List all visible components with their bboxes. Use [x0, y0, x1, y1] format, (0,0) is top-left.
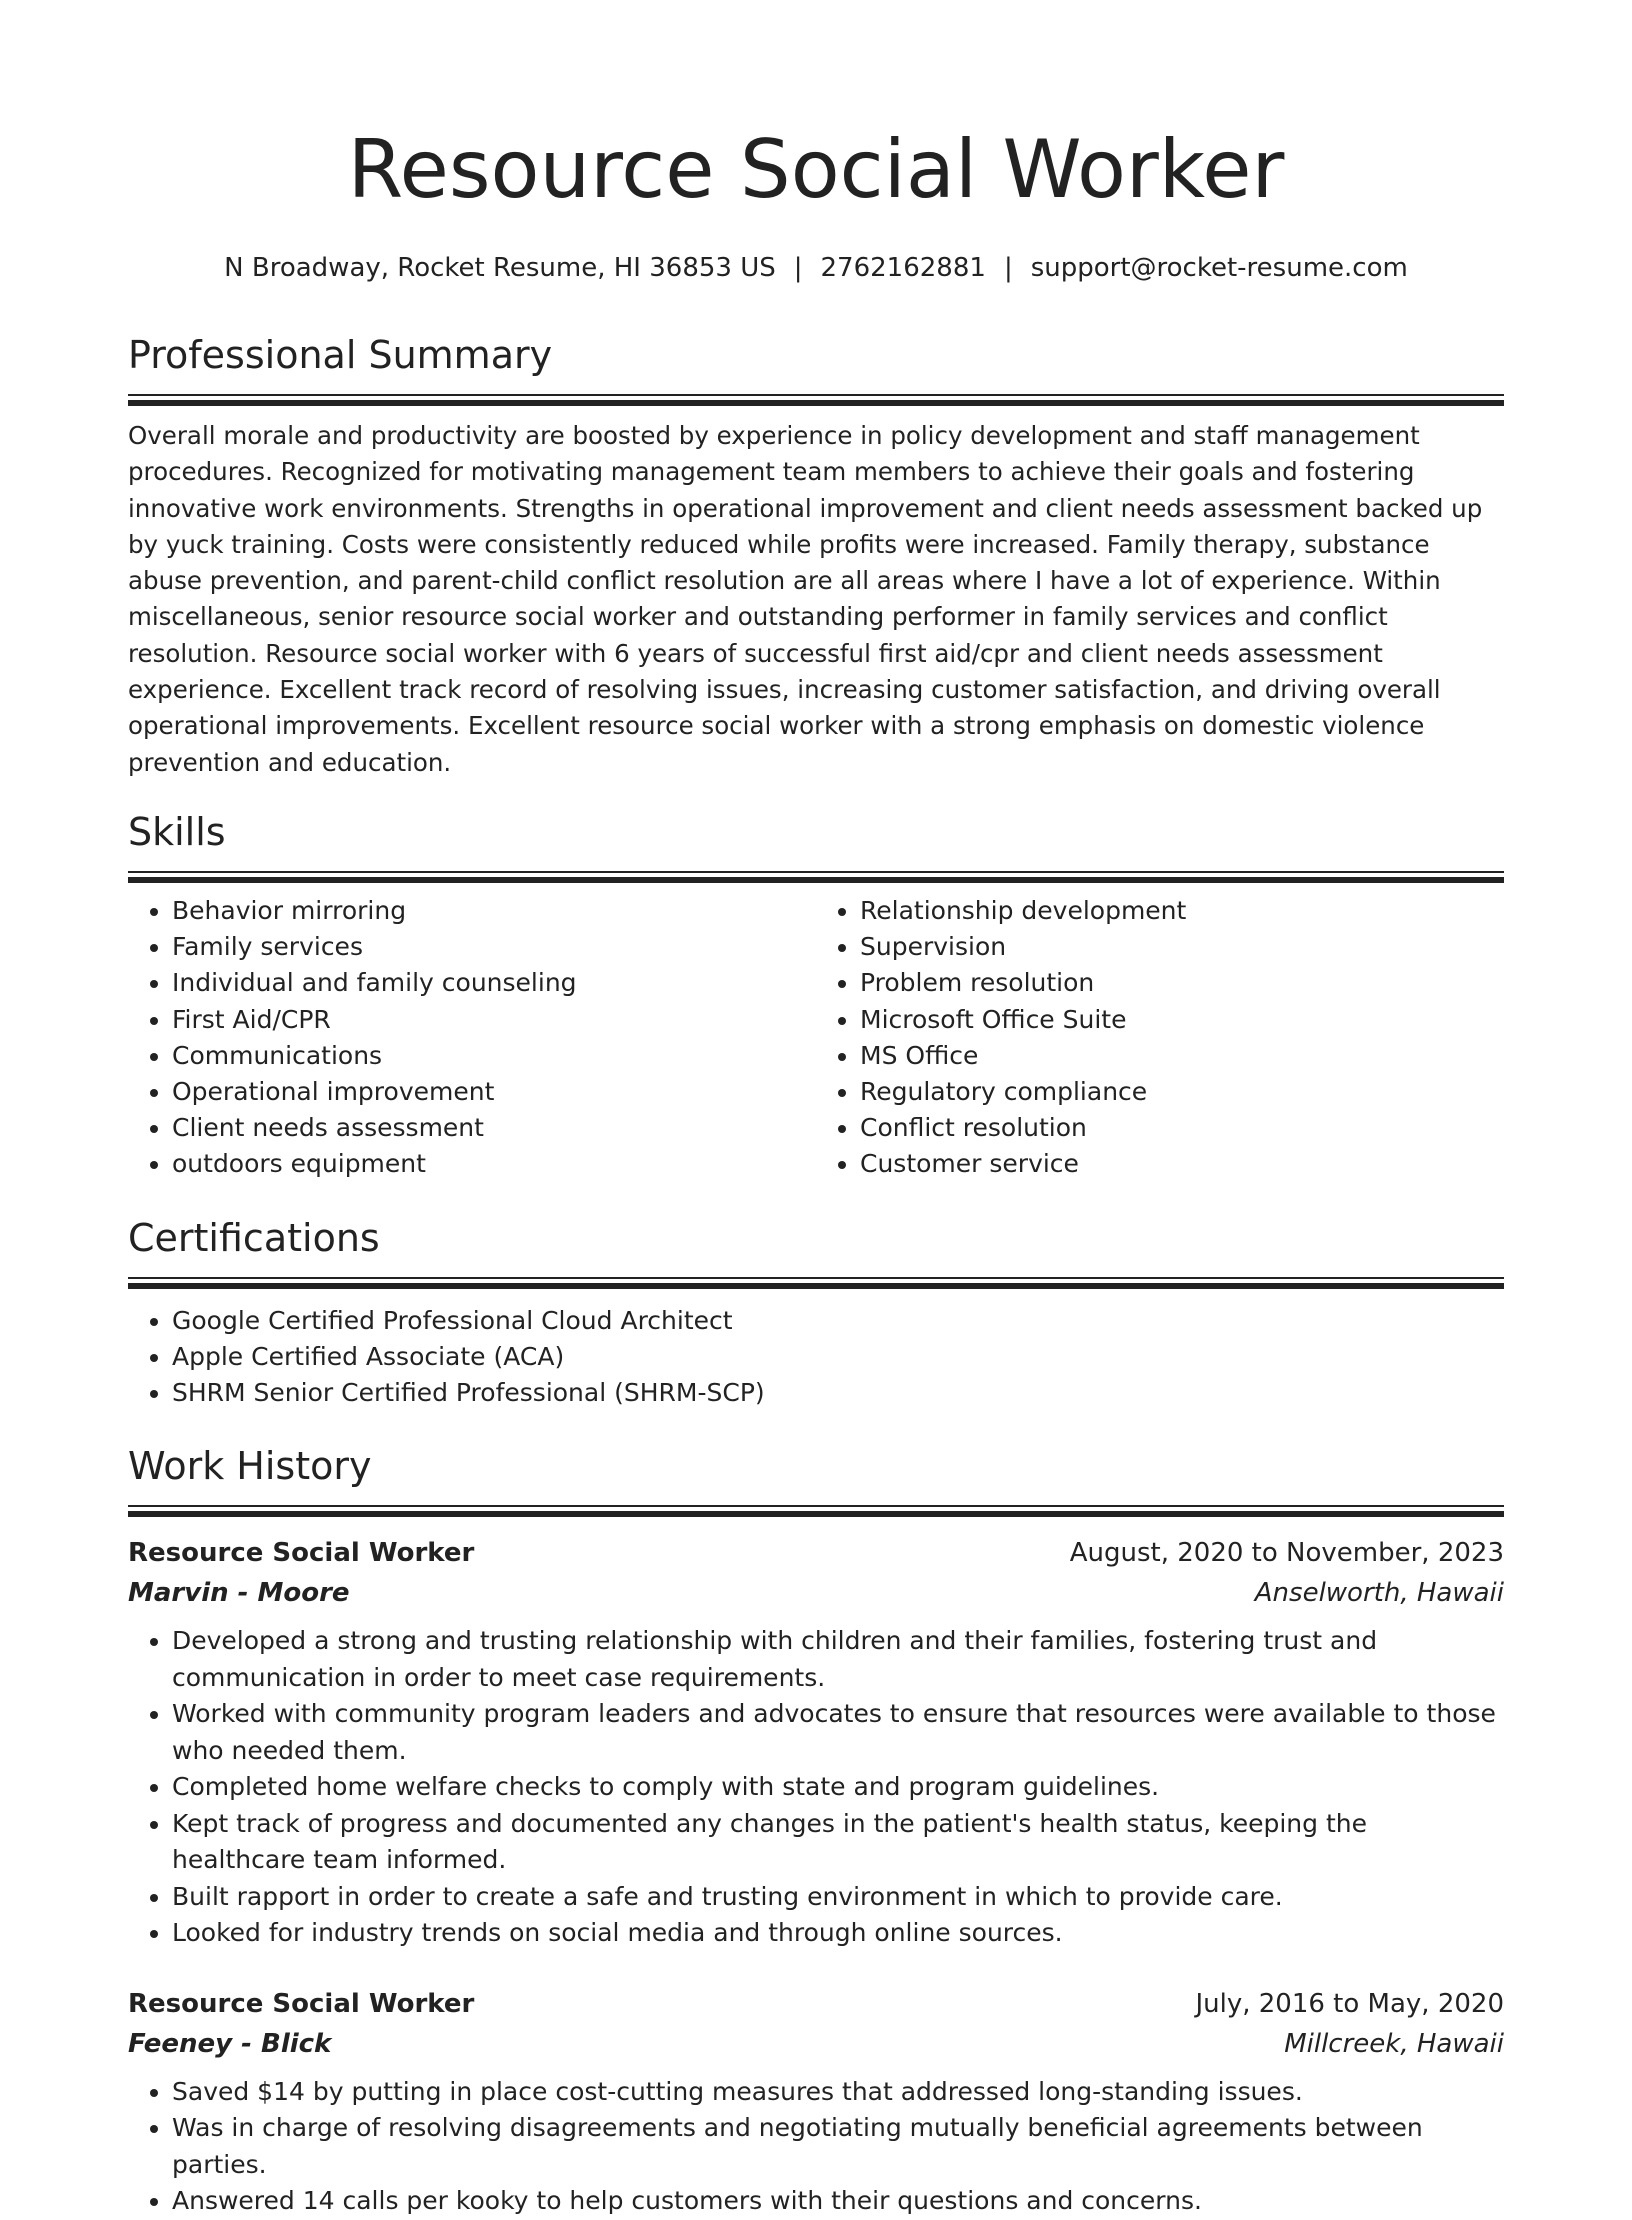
certifications-section [128, 1213, 1504, 1412]
section-divider [128, 1505, 1504, 1517]
list-item: • Answered 14 calls per kooky to help customers with their questions and concerns. [172, 2183, 1504, 2220]
list-item: • Individual and family counseling [172, 965, 816, 1001]
list-item: • Supervision [860, 929, 1504, 965]
section-title-work-history: Work History [128, 1444, 372, 1489]
contact-email: support@rocket-resume.com [1030, 253, 1408, 283]
list-item: • Saved $14 by putting in place cost-cutting measures that addressed long-standing issues. [172, 2074, 1504, 2111]
certifications-list [128, 1303, 1504, 1412]
job-subheader [128, 2024, 1504, 2064]
list-item: • Completed home welfare checks to comply with state and program guidelines. [172, 1769, 1504, 1806]
section-divider [128, 394, 1504, 406]
job-title: Resource Social Worker [128, 1988, 475, 2019]
contact-separator: | [1003, 253, 1013, 283]
contact-line [128, 250, 1504, 286]
job-entry [128, 1984, 1504, 2220]
job-bullets [128, 1623, 1504, 1952]
candidate-name: Resource Social Worker [347, 123, 1285, 216]
list-item: • Built rapport in order to create a safe and trusting environment in which to provide care. [172, 1879, 1504, 1916]
list-item: • SHRM Senior Certified Professional (SHRM-SCP) [172, 1375, 1504, 1411]
contact-separator: | [793, 253, 803, 283]
job-subheader [128, 1573, 1504, 1613]
work-history-section [128, 1441, 1504, 2220]
section-divider [128, 1277, 1504, 1289]
list-item: • First Aid/CPR [172, 1002, 816, 1038]
list-item: • Was in charge of resolving disagreements and negotiating mutually beneficial agreements between parties. [172, 2110, 1504, 2183]
job-company: Marvin - Moore [128, 1578, 350, 1609]
list-item: • Kept track of progress and documented any changes in the patient's health status, keeping the healthcare team informed. [172, 1806, 1504, 1879]
skills-columns [128, 893, 1504, 1183]
job-title: Resource Social Worker [128, 1538, 475, 1569]
skills-section [128, 807, 1504, 1183]
list-item: • Customer service [860, 1146, 1504, 1182]
job-company: Feeney - Blick [128, 2028, 332, 2059]
list-item: • Looked for industry trends on social media and through online sources. [172, 1915, 1504, 1952]
contact-address: N Broadway, Rocket Resume, HI 36853 US [224, 253, 776, 283]
job-header [128, 1984, 1504, 2024]
list-item: • Worked with community program leaders and advocates to ensure that resources were available to those who needed them. [172, 1696, 1504, 1769]
list-item: • Communications [172, 1038, 816, 1074]
list-item: • Client needs assessment [172, 1110, 816, 1146]
job-header [128, 1533, 1504, 1573]
list-item: • Family services [172, 929, 816, 965]
list-item: • Apple Certified Associate (ACA) [172, 1339, 1504, 1375]
job-dates: August, 2020 to November, 2023 [1069, 1538, 1504, 1569]
section-title-skills: Skills [128, 809, 226, 854]
list-item: • Behavior mirroring [172, 893, 816, 929]
skills-list-right [816, 893, 1504, 1183]
list-item: • Developed a strong and trusting relationship with children and their families, fostering trust and communication in order to meet case requirements. [172, 1623, 1504, 1696]
job-entry [128, 1533, 1504, 1952]
list-item: • MS Office [860, 1038, 1504, 1074]
job-location: Anselworth, Hawaii [1254, 1578, 1504, 1609]
section-title-certifications: Certifications [128, 1215, 380, 1260]
summary-section [128, 330, 1504, 781]
list-item: • Problem resolution [860, 965, 1504, 1001]
job-bullets [128, 2074, 1504, 2220]
list-item: • Operational improvement [172, 1074, 816, 1110]
job-dates: July, 2016 to May, 2020 [1195, 1988, 1504, 2019]
job-location: Millcreek, Hawaii [1284, 2028, 1504, 2059]
list-item: • Relationship development [860, 893, 1504, 929]
list-item: • Google Certified Professional Cloud Architect [172, 1303, 1504, 1339]
summary-text: Overall morale and productivity are boosted by experience in policy development and staff management procedures. Recognized for motivating management team members to achieve their goals and fostering innovative work environments. Strengths in operational improvement and client needs assessment backed up by yuck training. Costs were consistently reduced while profits were increased. Family therapy, substance abuse prevention, and parent-child conflict resolution are all areas where I have a lot of experience. Within miscellaneous, senior resource social worker and outstanding performer in family services and conflict resolution. Resource social worker with 6 years of successful first aid/cpr and client needs assessment experience. Excellent track record of resolving issues, increasing customer satisfaction, and driving overall operational improvements. Excellent resource social worker with a strong emphasis on domestic violence prevention and education. [128, 421, 1483, 777]
section-divider [128, 871, 1504, 883]
list-item: • Microsoft Office Suite [860, 1002, 1504, 1038]
section-title-summary: Professional Summary [128, 333, 553, 377]
list-item: • Conflict resolution [860, 1110, 1504, 1146]
contact-phone: 2762162881 [820, 253, 986, 283]
skills-list-left [128, 893, 816, 1183]
list-item: • outdoors equipment [172, 1146, 816, 1182]
list-item: • Regulatory compliance [860, 1074, 1504, 1110]
